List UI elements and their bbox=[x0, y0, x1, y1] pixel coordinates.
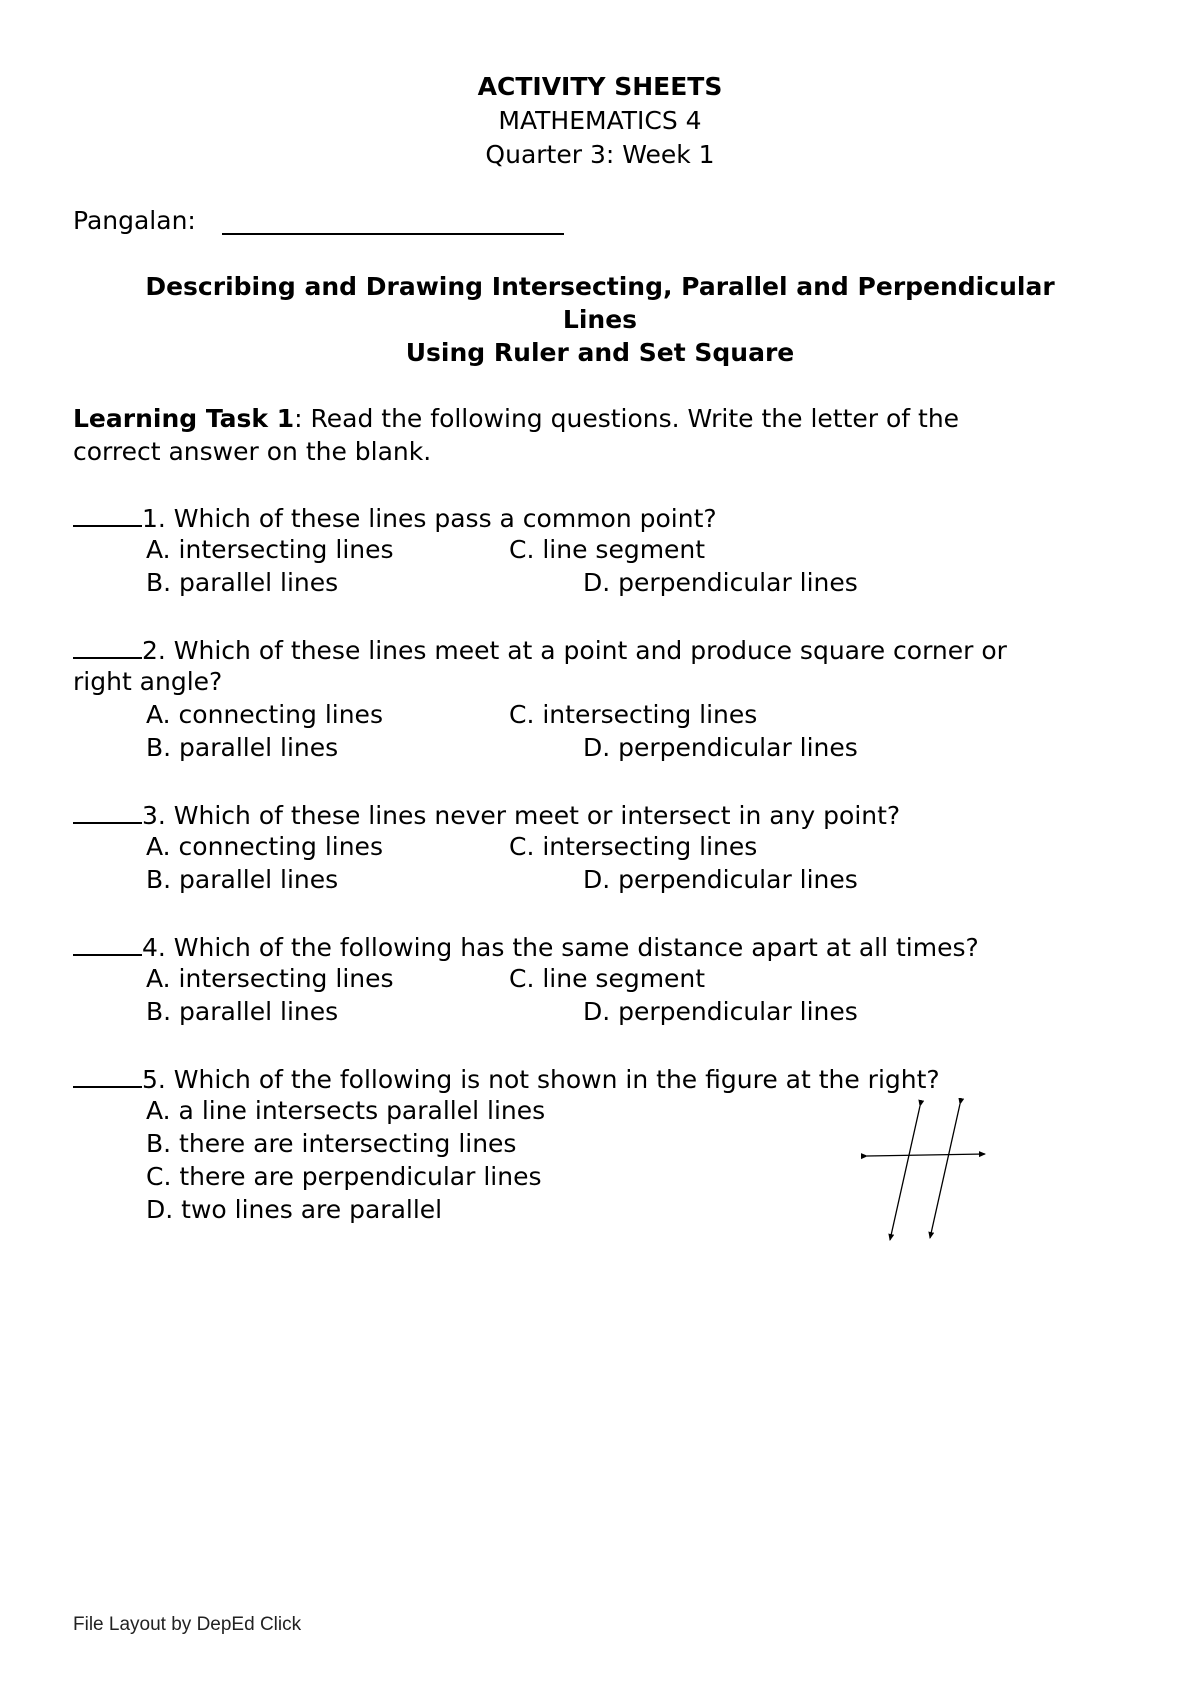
q3-choice-a: A. connecting lines bbox=[146, 832, 383, 861]
q3-choice-d: D. perpendicular lines bbox=[583, 865, 858, 894]
parallel-line-right bbox=[930, 1104, 960, 1238]
subject-title: MATHEMATICS 4 bbox=[498, 106, 702, 135]
task-instruction-line2: correct answer on the blank. bbox=[73, 437, 432, 466]
q4-choice-a: A. intersecting lines bbox=[146, 964, 394, 993]
q4-choice-b: B. parallel lines bbox=[146, 997, 339, 1026]
answer-blank-4[interactable] bbox=[73, 931, 142, 956]
answer-blank-2[interactable] bbox=[73, 634, 142, 659]
q4-choice-d: D. perpendicular lines bbox=[583, 997, 858, 1026]
q2-choice-a: A. connecting lines bbox=[146, 700, 383, 729]
task-instruction-text: : Read the following questions. Write the letter of the bbox=[294, 404, 960, 433]
question-4-text: 4. Which of the following has the same distance apart at all times? bbox=[142, 933, 979, 962]
q1-choice-c: C. line segment bbox=[509, 535, 706, 564]
parallel-line-left bbox=[890, 1106, 920, 1240]
q5-choice-d: D. two lines are parallel bbox=[146, 1195, 443, 1224]
question-2 bbox=[73, 634, 1007, 665]
lines-figure bbox=[855, 1098, 995, 1248]
answer-blank-3[interactable] bbox=[73, 799, 142, 824]
question-1 bbox=[73, 502, 717, 533]
q5-choice-c: C. there are perpendicular lines bbox=[146, 1162, 542, 1191]
question-5 bbox=[73, 1063, 940, 1094]
name-label: Pangalan: bbox=[73, 206, 196, 235]
q1-choice-b: B. parallel lines bbox=[146, 568, 339, 597]
question-3 bbox=[73, 799, 900, 830]
answer-blank-5[interactable] bbox=[73, 1063, 142, 1088]
question-3-text: 3. Which of these lines never meet or intersect in any point? bbox=[142, 801, 901, 830]
quarter-title: Quarter 3: Week 1 bbox=[485, 140, 715, 169]
q3-choice-b: B. parallel lines bbox=[146, 865, 339, 894]
q2-choice-b: B. parallel lines bbox=[146, 733, 339, 762]
question-1-text: 1. Which of these lines pass a common point? bbox=[142, 504, 717, 533]
question-4 bbox=[73, 931, 979, 962]
q5-choice-a: A. a line intersects parallel lines bbox=[146, 1096, 546, 1125]
task-instruction bbox=[73, 404, 959, 433]
footer-credit: File Layout by DepEd Click bbox=[73, 1614, 302, 1635]
sheet-title: ACTIVITY SHEETS bbox=[477, 72, 723, 101]
answer-blank-1[interactable] bbox=[73, 502, 142, 527]
name-blank[interactable] bbox=[222, 233, 564, 235]
q4-choice-c: C. line segment bbox=[509, 964, 706, 993]
q1-choice-d: D. perpendicular lines bbox=[583, 568, 858, 597]
q2-choice-c: C. intersecting lines bbox=[509, 700, 758, 729]
task-label: Learning Task 1 bbox=[73, 404, 295, 433]
lesson-title-line2: Lines bbox=[562, 305, 638, 334]
q2-choice-d: D. perpendicular lines bbox=[583, 733, 858, 762]
lesson-title-line1: Describing and Drawing Intersecting, Parallel and Perpendicular bbox=[145, 272, 1055, 301]
question-5-text: 5. Which of the following is not shown in the figure at the right? bbox=[142, 1065, 940, 1094]
q1-choice-a: A. intersecting lines bbox=[146, 535, 394, 564]
lesson-title-line3: Using Ruler and Set Square bbox=[405, 338, 795, 367]
question-2-text: 2. Which of these lines meet at a point and produce square corner or bbox=[142, 636, 1007, 665]
transversal-line bbox=[867, 1154, 985, 1156]
question-2-continuation: right angle? bbox=[73, 667, 223, 696]
q5-choice-b: B. there are intersecting lines bbox=[146, 1129, 517, 1158]
q3-choice-c: C. intersecting lines bbox=[509, 832, 758, 861]
